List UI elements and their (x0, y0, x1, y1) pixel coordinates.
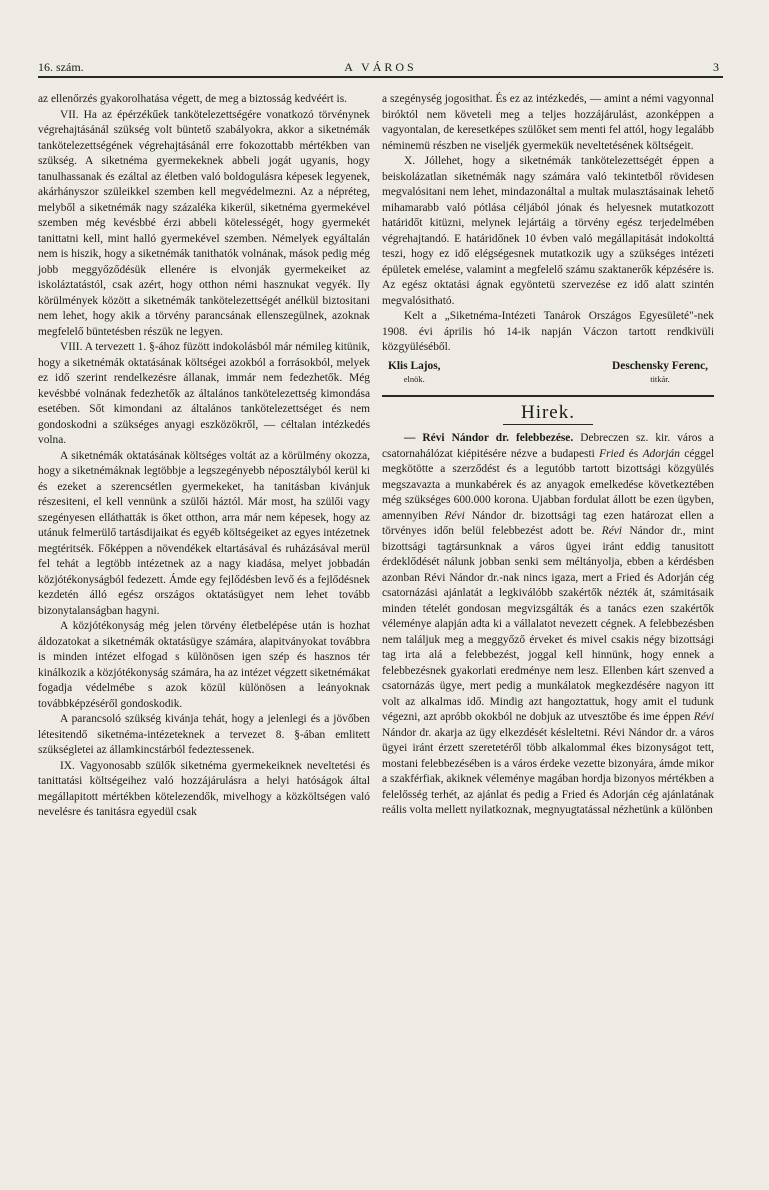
text-run: és (624, 447, 643, 460)
text-run: Révi (444, 509, 465, 522)
paragraph: az ellenőrzés gyakorolhatása végett, de meg a biztosság kedvéért is. (38, 93, 348, 105)
signature-secretary (612, 359, 708, 388)
paragraph: VII. Ha az épérzékűek tankötelezettségére vonatkozó törvénynek végrehajtásánál szükség volt büntető szabályokra, akkor a siketnémák tankötelezettségének végrehajtásánál erre fokozottabb mértékben van szükség. A siketnéma gyermekeknek abbeli jogát ugyanis, hogy tanulhassanak és ezáltal az életben való boldogulásra képesek legyenek, akárhányszor szüleikkel szemben kell megvédelmezni. Az a népréteg, melyből a siketnémák nagy százaléka kikerül, siketnéma gyermekével szemben még kevésbbé érzi abbeli kötelességét, hogy gyermekét tanittatni kell, mint halló gyermekével szemben. Némelyek egyáltalán nem is hiszik, hogy a siketnémák tanithatók volnának, mások pedig még jobb meggyőződésük ellenére is elvonják gyermekeiket az iskoláztatástól, csak azért, hogy otthon némi hasznukat vegyék. Ily körülmények között a siketnémák tankötelezettségét anélkül biztositani nem lehet, hogy akik a törvény parancsának ellenszegülnek, azoknak megfelelő büntetésben részük ne legyen. (38, 108, 370, 338)
signature-president (388, 359, 441, 388)
text-run: Debreczen sz. kir. város a csatornahálózat kiépitésére nézve a budapesti (382, 432, 714, 460)
text-run: céggel megkötötte a szerződést és a legutóbb tartott bizottsági közgyülés megszavazta a munkabérek és az anyagok emelkedése következtében még szükséges 600.000 korona. Ujabban fordulat állott be ezen ügyben, amennyiben (382, 447, 714, 522)
page-header (38, 58, 723, 78)
paragraph: VIII. A tervezett 1. §-ához füzött indokolásból már némileg kitünik, hogy a siketnémák oktatásának költségei azokból a forrásokból, melyek ez idő szerint rendelkezésre állanak, immár nem fedezhetők. Még kevésbbé volnának fedezhetők az általános tankötelezettség kimondása esetében. Sőt kimondani az általános tankötelezettséget és nem gondoskodni a szükséges anyagi eszközökről, — céltalan intézkedés volna. (38, 341, 370, 446)
paragraph: IX. Vagyonosabb szülők siketnéma gyermekeiknek neveltetési és tanittatási költségeihez való hozzájárulásra a helyi hatóságok által megállapitott mértékben kötelezendők, mivelhogy a közköltségen való nevelésre és tanitásra egyedül csak (38, 759, 370, 818)
news-section-title: Hirek. (520, 401, 575, 423)
signatory-role: titkár. (650, 374, 670, 384)
signatory-name: Deschensky Ferenc, (612, 359, 708, 372)
news-article (382, 431, 714, 819)
newspaper-title: A VÁROS (344, 60, 417, 74)
left-column (38, 92, 370, 821)
text-run: Nándor dr. bizottsági tag ezen határozat ellen a törvényes időn belül felebbezést adott be. (382, 509, 714, 537)
issue-number: 16. szám. (38, 60, 84, 74)
title-underline (503, 424, 593, 425)
paragraph: X. Jóllehet, hogy a siketnémák tankötelezettségét éppen a beiskolázatlan siketnémák nagy számára való tekintetből rövidesen megvalósitani nem lehet, mindazonáltal a multak mulasztásainak lehető mihamarabb való pótlása céljából jónak és helyesnek mutatkozott határidőt kitüzni, melynek lejártáig a törvény egész terjedelmében végrehajtandó. E határidőnek 10 évben való megállapitását indokolttá teszi, hogy ez idő elégségesnek mutatkozik ugy a szükséges intézeti épületek emelése, valamint a megfelelő számu szaktanerők képzésére is. Az egész oktatási ágnak egyöntetü szervezése ez idő alatt szintén megvalósitható. (382, 155, 714, 307)
paragraph: A közjótékonyság még jelen törvény életbelépése után is hozhat áldozatokat a siketnémák oktatásügye számára, alapitványokat továbbra is minden intézet elfogad s különösen igen szép és hasznos tér kinálkozik a közjótékonyság számára, ha az intézet végzett siketnémákat fogadja védelmébe s azok közül különösen a leányoknak továbbképzéséről gondoskodik. (38, 620, 370, 710)
page-number: 3 (713, 60, 719, 74)
text-run: Fried (599, 447, 625, 460)
paragraph: A siketnémák oktatásának költséges voltát az a körülmény okozza, hogy a siketnémáknak legtöbbje a legszegényebb néposztályból kerül ki és ezeket a szerencsétlen gyermekeket, ha tanitásban kivánjuk részesiteni, el kell vennünk a szülői háztól. Már most, ha szülői vagy szegényesen elláthatták is őket otthon, arra már nem képesek, hogy az utánuk felmerülő tartásdijaikat és egyéb költségeiket az egyes intézetnek megtéritsék. Főképpen a növendékek eltartásával és ruházásával merül fel tehát a legtöbb intézetnek az a nagy kiadása, melyet jobbadán közjótékonyságból fedezett. Ámde egy fejlődésben levő és a fejlődésnek kezdetén álló egész országos oktatásügyet nem lehet tovább bizonytalanságban hagyni. (38, 449, 370, 617)
signatures (382, 359, 714, 388)
text-run: Adorján (642, 447, 680, 460)
paragraph: Kelt a „Siketnéma-Intézeti Tanárok Országos Egyesületé"-nek 1908. évi április hó 14-ik napján Váczon tartott rendkivüli közgyüléséből. (382, 310, 714, 353)
text-run: Révi (601, 525, 622, 537)
text-run: Nándor dr. akarja az ügy elkezdését késleltetni. Révi Nándor dr. a város ügyei iránt érzett szeretetéről több alkalommal ékes bizonyságot tett, mostani felebbezésében is a város érdeke vezette bizonyára, ámde mikor a szakférfiak, akiknek véleménye magában hordja bizonyos mértékben a felelősség terhét, az ajánlat és pedig a Fried és Adorján cég ajánlatának reális volta mellett nyilatkoznak, megnyugtatással nézhetünk a különben (382, 726, 714, 816)
signatory-role: elnök. (403, 374, 425, 384)
paragraph: A parancsoló szükség kivánja tehát, hogy a jelenlegi és a jövőben létesitendő siketnéma-intézeteknek a tervezet 8. §-ában emlitett szükségletei az államkincstárból fedeztessenek. (38, 713, 370, 756)
article-headline: — Révi Nándor dr. felebbezése. (404, 432, 574, 444)
text-run: Nándor dr., mint bizottsági tagtársunknak a város ügyei iránt eddig tanusitott érdeklődését nálunk jobban senki sem méltányolja, ebben a kérdésben azonban Révi Nándor dr.-nak nincs igaza, mert a Fried és Adorján cég csatornázási ajánlatát a legkiválóbb szakértők nézték át, számitásaik minden tételét gondosan megvizsgálták és a tanács ezen szakértők véleménye alapján adta ki a vállalatot nevezett cégnek. A felebbezésben nem találjuk meg a meggyőző érveket és mivel csakis négy bizottsági tag irta alá a felebbezést, joggal kell hinnünk, hogy ennek a felebbezésnek gyakorlati eredménye nem lesz. Ellenben kárt szenved a csatornázás ügye, mert pedig a munkálatok megkezdésére nagyon itt volt az alkalmas idő. Mindig azt hangoztattuk, hogy amit el tudunk végezni, azt apróbb okokból ne dobjuk az utvesztőbe és ime éppen (382, 525, 714, 723)
signatory-name: Klis Lajos, (388, 359, 441, 372)
section-divider (382, 395, 714, 397)
paragraph: a szegénység jogosithat. És ez az intézkedés, — amint a némi vagyonnal biróktól nem követeli meg a teljes hozzájárulást, azonképpen a vagyontalan, de keresetképes szülőket sem menti fel attól, hogy legalább néminemü részben ne viseljék gyermekük neveltetésének költségeit. (382, 93, 714, 152)
right-column (382, 92, 714, 819)
text-run: Révi (693, 711, 714, 723)
